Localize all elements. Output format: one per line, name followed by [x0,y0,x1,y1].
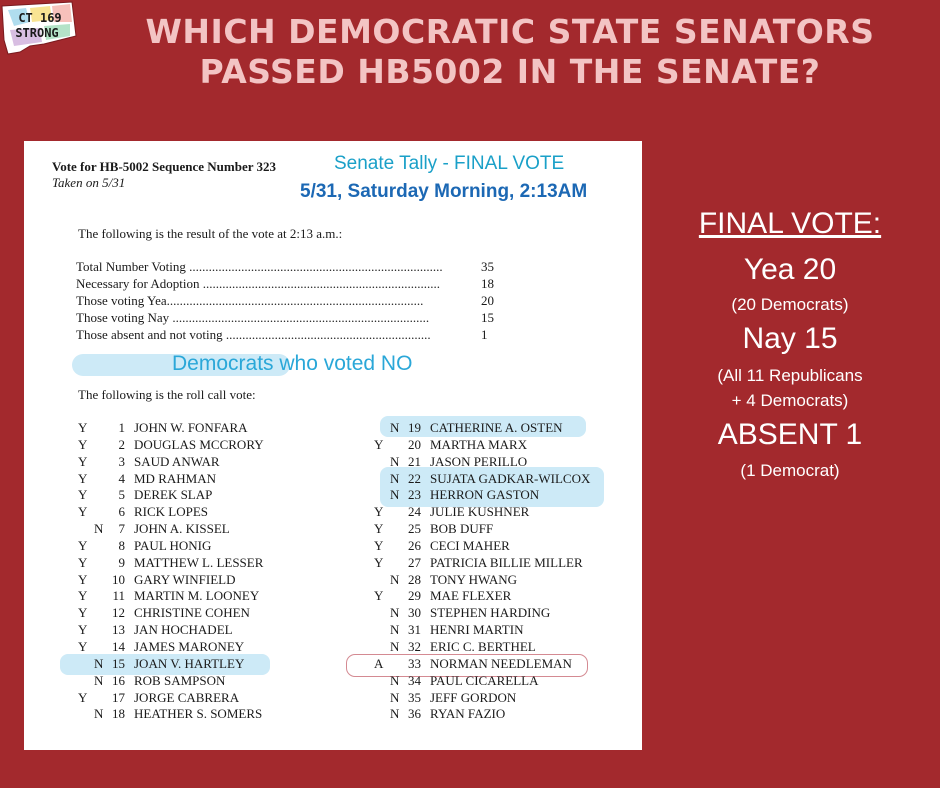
tally-value: 1 [481,327,488,342]
vote-yea-or-absent: Y [78,622,88,638]
vote-nay: N [94,672,104,688]
tally-date: 5/31, Saturday Morning, 2:13AM [300,181,588,202]
district-number: 13 [112,622,125,638]
vote-yea-or-absent: Y [374,521,384,537]
roll-call-row [374,571,634,588]
vote-nay: N [390,689,400,705]
roll-call-row [374,638,634,655]
final-vote-heading: FINAL VOTE: [698,207,882,240]
district-number: 32 [408,638,421,654]
connecticut-map-icon [0,0,80,56]
vote-yea-or-absent: Y [78,453,88,469]
senator-name: JULIE KUSHNER [430,504,530,520]
tally-value: 35 [481,259,494,274]
roll-call-row [374,655,634,672]
nay-note-line-1: (All 11 Republicans [717,366,863,385]
district-number: 36 [408,706,421,722]
district-number: 11 [112,588,125,604]
district-number: 5 [118,487,125,503]
district-number: 10 [112,571,125,587]
district-number: 23 [408,487,421,503]
senator-name: JORGE CABRERA [134,689,240,705]
headline-line-1: WHICH DEMOCRATIC STATE SENATORS [145,12,875,51]
roll-call-row [78,436,318,453]
vote-yea-or-absent: Y [78,554,88,570]
vote-nay: N [390,571,400,587]
roll-call-row [374,419,634,436]
vote-nay: N [390,605,400,621]
headline [90,12,930,92]
vote-nay: N [390,706,400,722]
vote-nay: N [94,521,104,537]
vote-yea-or-absent: Y [78,420,88,435]
vote-yea-or-absent: Y [374,554,384,570]
senator-name: MARTIN M. LOONEY [134,588,260,604]
senator-name: CATHERINE A. OSTEN [430,420,563,435]
roll-call-row [374,503,634,520]
roll-call-intro: The following is the roll call vote: [78,387,256,402]
roll-call-row [78,470,318,487]
district-number: 8 [118,537,125,553]
tally-row [76,275,506,292]
senator-name: JOHN W. FONFARA [134,420,248,435]
district-number: 1 [118,420,125,435]
senator-name: CHRISTINE COHEN [134,605,250,621]
district-number: 27 [408,554,421,570]
senator-name: JEFF GORDON [430,689,517,705]
district-number: 7 [118,521,125,537]
logo-line-1: CT 169 [18,11,62,25]
district-number: 25 [408,521,421,537]
roll-call-row [374,486,634,503]
vote-yea-or-absent: A [374,655,384,671]
senator-name: PAUL CICARELLA [430,672,539,688]
tally-row [76,292,506,309]
vote-yea-or-absent: Y [374,588,384,604]
vote-yea-or-absent: Y [374,436,384,452]
vote-yea-or-absent: Y [78,487,88,503]
roll-call-row [78,689,318,706]
senator-name: HEATHER S. SOMERS [134,706,263,722]
roll-call-row [374,689,634,706]
vote-record-document [24,141,642,750]
vote-nay: N [390,638,400,654]
district-number: 3 [118,453,125,469]
senator-name: MD RAHMAN [134,470,216,486]
tally-label: Those voting Nay ............................................................................... [76,310,430,325]
vote-yea-or-absent: Y [78,689,88,705]
vote-yea-or-absent: Y [78,605,88,621]
district-number: 33 [408,655,421,671]
roll-call-row [374,520,634,537]
roll-call-row [374,604,634,621]
senator-name: MATTHEW L. LESSER [134,554,264,570]
roll-call-row [78,419,318,436]
roll-call-row [78,453,318,470]
tally-row [76,309,506,326]
vote-yea-or-absent: Y [78,436,88,452]
district-number: 22 [408,470,421,486]
vote-nay: N [390,672,400,688]
roll-call-row [374,554,634,571]
vote-yea-or-absent: Y [78,470,88,486]
senator-name: BOB DUFF [430,521,494,537]
roll-call-row [374,705,634,722]
tally-value: 20 [481,293,494,308]
roll-call-left-column [78,419,318,722]
vote-nay: N [390,420,400,435]
vote-yea-or-absent: Y [78,537,88,553]
roll-call-row [374,453,634,470]
taken-on: Taken on 5/31 [52,175,126,190]
tally-label: Necessary for Adoption ......................................................................... [76,276,440,291]
tally-label: Those absent and not voting ............................................................... [76,327,431,342]
tally-table [76,258,506,343]
district-number: 4 [118,470,125,486]
district-number: 26 [408,537,421,553]
senator-name: GARY WINFIELD [134,571,236,587]
roll-call-row [78,604,318,621]
senator-name: JASON PERILLO [430,453,528,469]
district-number: 24 [408,504,421,520]
senator-name: PATRICIA BILLIE MILLER [430,554,583,570]
senator-name: MAE FLEXER [430,588,512,604]
roll-call-row [78,705,318,722]
senator-name: HENRI MARTIN [430,622,524,638]
district-number: 31 [408,622,421,638]
senator-name: JOHN A. KISSEL [134,521,230,537]
district-number: 34 [408,672,421,688]
district-number: 35 [408,689,421,705]
vote-yea-or-absent: Y [374,504,384,520]
nay-count: Nay 15 [742,322,838,355]
senator-name: RYAN FAZIO [430,706,506,722]
roll-call-row [374,672,634,689]
district-number: 21 [408,453,421,469]
senator-name: SUJATA GADKAR-WILCOX [430,470,591,486]
district-number: 12 [112,605,125,621]
district-number: 29 [408,588,421,604]
district-number: 20 [408,436,421,452]
logo-line-2: STRONG [15,26,59,40]
senator-name: NORMAN NEEDLEMAN [430,655,572,671]
roll-call-row [78,537,318,554]
senator-name: MARTHA MARX [430,436,528,452]
yea-note: (20 Democrats) [731,295,849,314]
vote-yea-or-absent: Y [78,588,88,604]
district-number: 16 [112,672,125,688]
tally-label: Total Number Voting .............................................................................. [76,259,443,274]
roll-call-row [78,486,318,503]
ct169-strong-logo [0,0,80,56]
senator-name: JOAN V. HARTLEY [134,655,245,671]
senator-name: DEREK SLAP [134,487,213,503]
vote-nay: N [390,487,400,503]
roll-call-row [78,587,318,604]
senator-name: ERIC C. BERTHEL [430,638,536,654]
senator-name: DOUGLAS MCCRORY [134,436,264,452]
tally-row [76,326,506,343]
senator-name: HERRON GASTON [430,487,540,503]
senator-name: JAMES MARONEY [134,638,245,654]
district-number: 28 [408,571,421,587]
senator-name: RICK LOPES [134,504,209,520]
roll-call-row [78,621,318,638]
roll-call-row [78,520,318,537]
roll-call-row [78,655,318,672]
district-number: 9 [118,554,125,570]
district-number: 2 [118,436,125,452]
district-number: 6 [118,504,125,520]
tally-value: 15 [481,310,494,325]
vote-nay: N [94,706,104,722]
absent-count: ABSENT 1 [717,418,863,451]
roll-call-row [78,571,318,588]
headline-line-2: PASSED HB5002 IN THE SENATE? [199,52,821,91]
nay-note-line-2: + 4 Democrats) [731,391,849,410]
roll-call-row [374,587,634,604]
democrats-voted-no-note: Democrats who voted NO [172,352,413,375]
district-number: 18 [112,706,125,722]
vote-nay: N [390,622,400,638]
district-number: 15 [112,655,125,671]
district-number: 19 [408,420,421,435]
senator-name: SAUD ANWAR [134,453,220,469]
vote-nay: N [390,453,400,469]
vote-yea-or-absent: Y [78,571,88,587]
roll-call-row [374,537,634,554]
vote-yea-or-absent: Y [78,504,88,520]
result-line: The following is the result of the vote at 2:13 a.m.: [78,226,343,241]
senator-name: PAUL HONIG [134,537,212,553]
senator-name: JAN HOCHADEL [134,622,233,638]
senator-name: TONY HWANG [430,571,518,587]
roll-call-row [374,621,634,638]
yea-count: Yea 20 [743,253,837,286]
tally-title: Senate Tally - FINAL VOTE [334,153,565,174]
roll-call-right-column [374,419,634,722]
tally-value: 18 [481,276,494,291]
vote-nay: N [390,470,400,486]
absent-note: (1 Democrat) [740,461,840,480]
roll-call-row [78,554,318,571]
vote-yea-or-absent: Y [78,638,88,654]
roll-call-row [78,503,318,520]
senator-name: CECI MAHER [430,537,510,553]
roll-call-row [78,672,318,689]
vote-yea-or-absent: Y [374,537,384,553]
roll-call-row [374,436,634,453]
district-number: 14 [112,638,125,654]
tally-label: Those voting Yea............................................................................... [76,293,424,308]
senator-name: ROB SAMPSON [134,672,226,688]
vote-title: Vote for HB-5002 Sequence Number 323 [52,159,277,174]
tally-row [76,258,506,275]
vote-nay: N [94,655,104,671]
senator-name: STEPHEN HARDING [430,605,551,621]
roll-call-row [78,638,318,655]
district-number: 30 [408,605,421,621]
district-number: 17 [112,689,125,705]
roll-call-row [374,470,634,487]
